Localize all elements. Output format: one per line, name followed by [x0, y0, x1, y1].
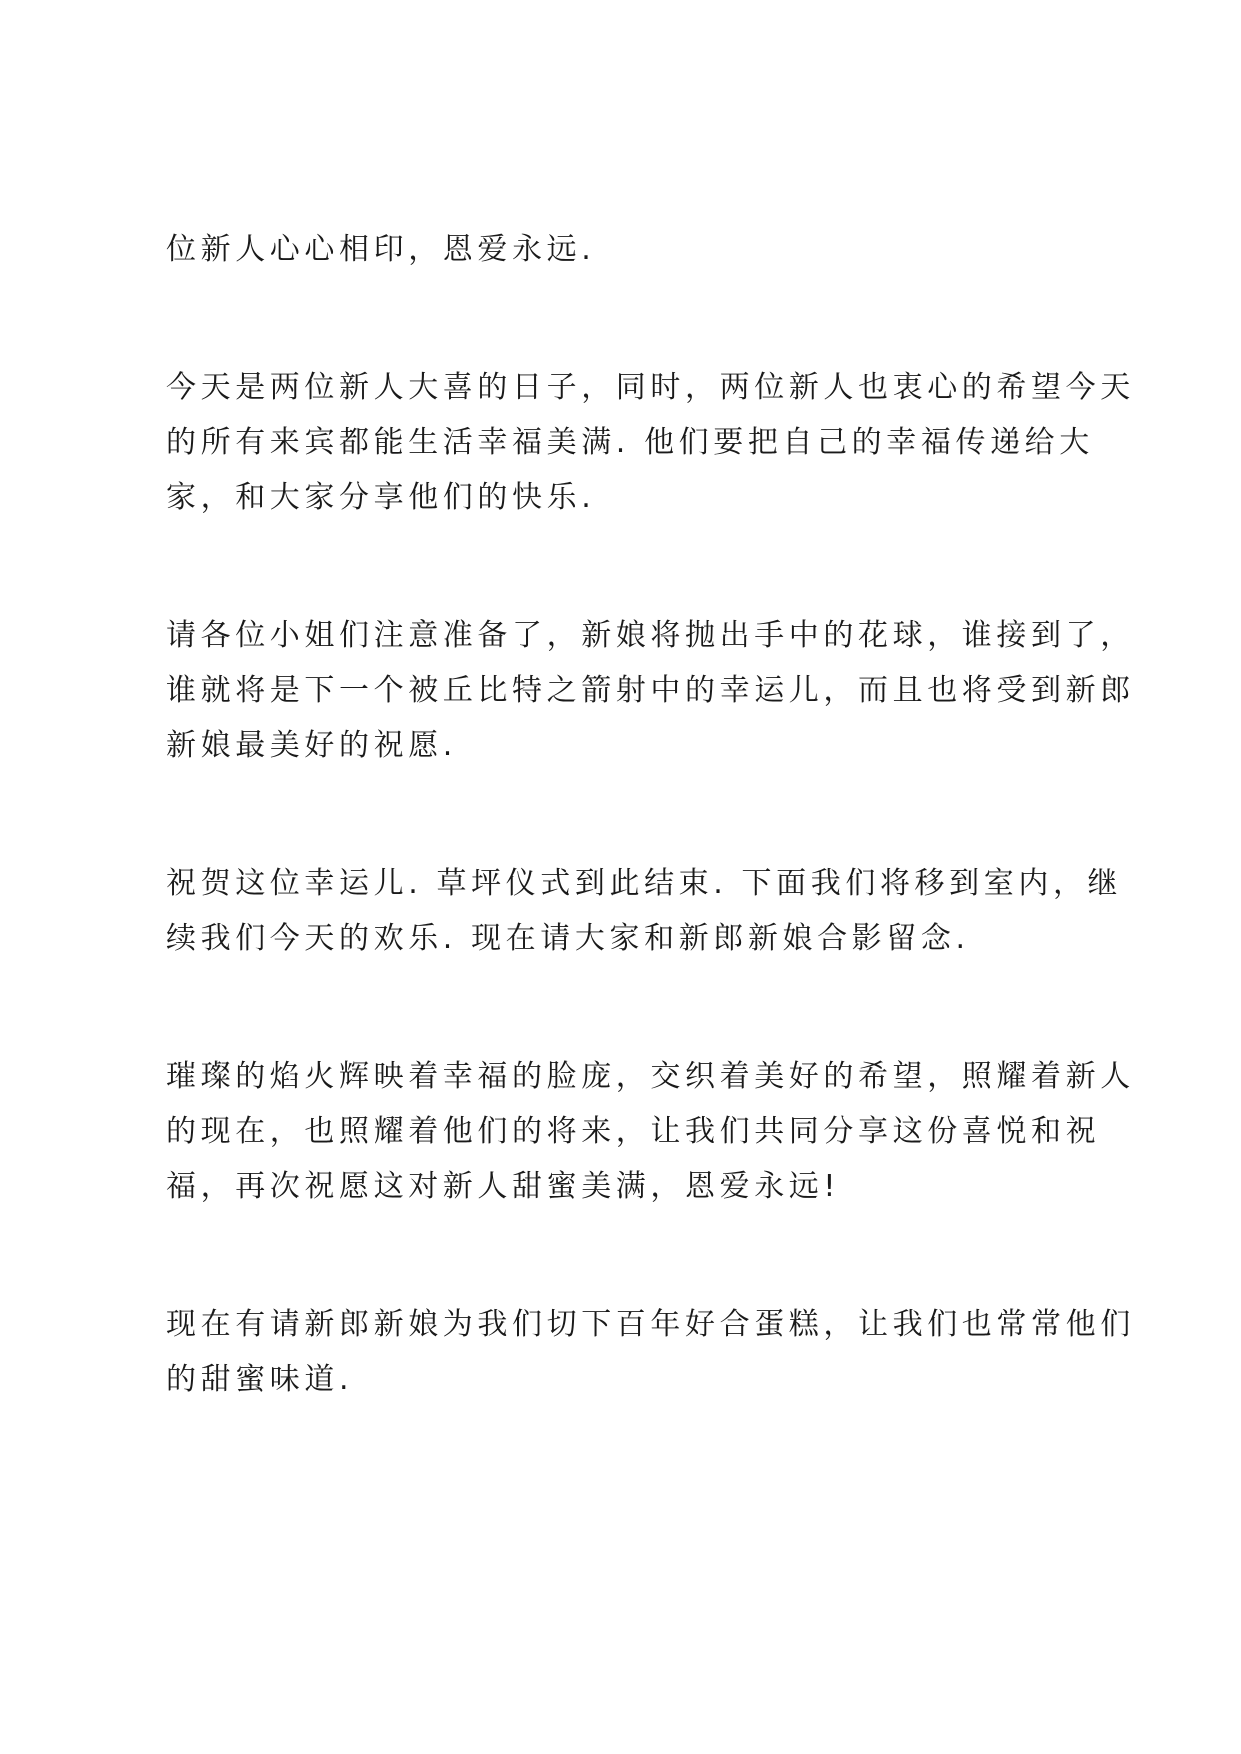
text-line: 续我们今天的欢乐. 现在请大家和新郎新娘合影留念.	[166, 921, 970, 956]
paragraph-6	[166, 1297, 1135, 1407]
text-line: 的甜蜜味道.	[166, 1362, 354, 1397]
text-line: 今天是两位新人大喜的日子，同时，两位新人也衷心的希望今天	[166, 370, 1135, 405]
text-line: 家，和大家分享他们的快乐.	[166, 480, 596, 515]
paragraph-2	[166, 360, 1135, 525]
text-line: 福，再次祝愿这对新人甜蜜美满，恩爱永远!	[166, 1169, 841, 1204]
text-line: 璀璨的焰火辉映着幸福的脸庞，交织着美好的希望，照耀着新人	[166, 1059, 1135, 1094]
paragraph-1	[166, 222, 1096, 277]
text-line: 的所有来宾都能生活幸福美满. 他们要把自己的幸福传递给大	[166, 425, 1094, 460]
text-line: 的现在，也照耀着他们的将来，让我们共同分享这份喜悦和祝	[166, 1114, 1101, 1149]
document-body	[166, 222, 1135, 1490]
text-line: 位新人心心相印，恩爱永远.	[166, 232, 596, 267]
text-line: 祝贺这位幸运儿. 草坪仪式到此结束. 下面我们将移到室内，继	[166, 866, 1123, 901]
paragraph-3	[166, 608, 1135, 773]
text-line: 新娘最美好的祝愿.	[166, 728, 457, 763]
text-line: 现在有请新郎新娘为我们切下百年好合蛋糕，让我们也常常他们	[166, 1307, 1135, 1342]
text-line: 谁就将是下一个被丘比特之箭射中的幸运儿，而且也将受到新郎	[166, 673, 1135, 708]
text-line: 请各位小姐们注意准备了，新娘将抛出手中的花球，谁接到了，	[166, 618, 1135, 653]
paragraph-4	[166, 856, 1123, 966]
paragraph-5	[166, 1049, 1135, 1214]
